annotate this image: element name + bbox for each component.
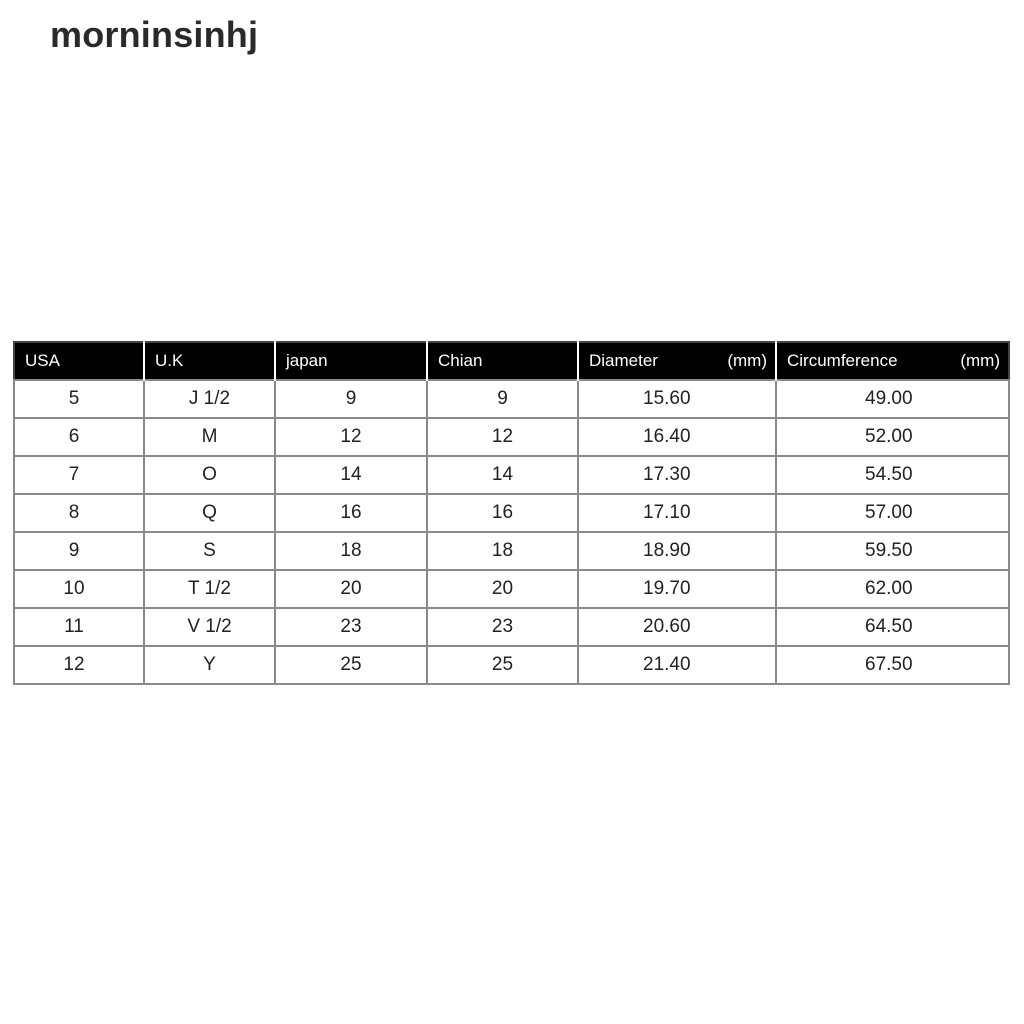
cell-circumference: 54.50 [776,456,1009,494]
header-japan [275,342,427,380]
cell-circumference: 64.50 [776,608,1009,646]
header-unit: (mm) [727,351,767,370]
cell-chian: 18 [427,532,578,570]
header-circumference [776,342,1009,380]
header-label: U.K [155,351,184,370]
cell-uk: M [144,418,275,456]
cell-japan: 14 [275,456,427,494]
cell-diameter: 19.70 [578,570,776,608]
cell-usa: 11 [14,608,144,646]
cell-japan: 9 [275,380,427,418]
header-chian [427,342,578,380]
cell-chian: 16 [427,494,578,532]
cell-usa: 7 [14,456,144,494]
ring-size-table [13,341,1010,685]
table-row [14,380,1009,418]
header-label: Diameter [589,351,658,370]
cell-japan: 20 [275,570,427,608]
cell-uk: Y [144,646,275,684]
header-label: Chian [438,351,483,370]
cell-usa: 12 [14,646,144,684]
cell-japan: 25 [275,646,427,684]
table-row [14,646,1009,684]
cell-uk: O [144,456,275,494]
cell-diameter: 20.60 [578,608,776,646]
cell-diameter: 15.60 [578,380,776,418]
header-label: japan [286,351,328,370]
cell-chian: 20 [427,570,578,608]
cell-uk: Q [144,494,275,532]
cell-chian: 23 [427,608,578,646]
cell-usa: 8 [14,494,144,532]
header-uk [144,342,275,380]
header-unit: (mm) [960,351,1000,370]
table-row [14,494,1009,532]
cell-japan: 12 [275,418,427,456]
cell-uk: J 1/2 [144,380,275,418]
cell-japan: 23 [275,608,427,646]
cell-diameter: 17.30 [578,456,776,494]
cell-usa: 10 [14,570,144,608]
cell-chian: 12 [427,418,578,456]
cell-usa: 5 [14,380,144,418]
cell-circumference: 52.00 [776,418,1009,456]
table-row [14,608,1009,646]
cell-japan: 18 [275,532,427,570]
table-row [14,418,1009,456]
cell-circumference: 57.00 [776,494,1009,532]
cell-uk: S [144,532,275,570]
header-label: USA [25,351,60,370]
watermark-text: morninsinhj [50,14,259,55]
cell-chian: 14 [427,456,578,494]
cell-diameter: 16.40 [578,418,776,456]
header-label: Circumference [787,351,898,370]
cell-chian: 25 [427,646,578,684]
cell-diameter: 17.10 [578,494,776,532]
table-header [14,342,1009,380]
cell-uk: T 1/2 [144,570,275,608]
cell-diameter: 18.90 [578,532,776,570]
cell-diameter: 21.40 [578,646,776,684]
cell-circumference: 49.00 [776,380,1009,418]
cell-uk: V 1/2 [144,608,275,646]
table-body [14,380,1009,684]
header-row [14,342,1009,380]
header-diameter [578,342,776,380]
cell-usa: 9 [14,532,144,570]
cell-circumference: 62.00 [776,570,1009,608]
cell-japan: 16 [275,494,427,532]
cell-circumference: 59.50 [776,532,1009,570]
table-row [14,456,1009,494]
table-row [14,532,1009,570]
header-usa [14,342,144,380]
table-row [14,570,1009,608]
cell-circumference: 67.50 [776,646,1009,684]
cell-chian: 9 [427,380,578,418]
cell-usa: 6 [14,418,144,456]
